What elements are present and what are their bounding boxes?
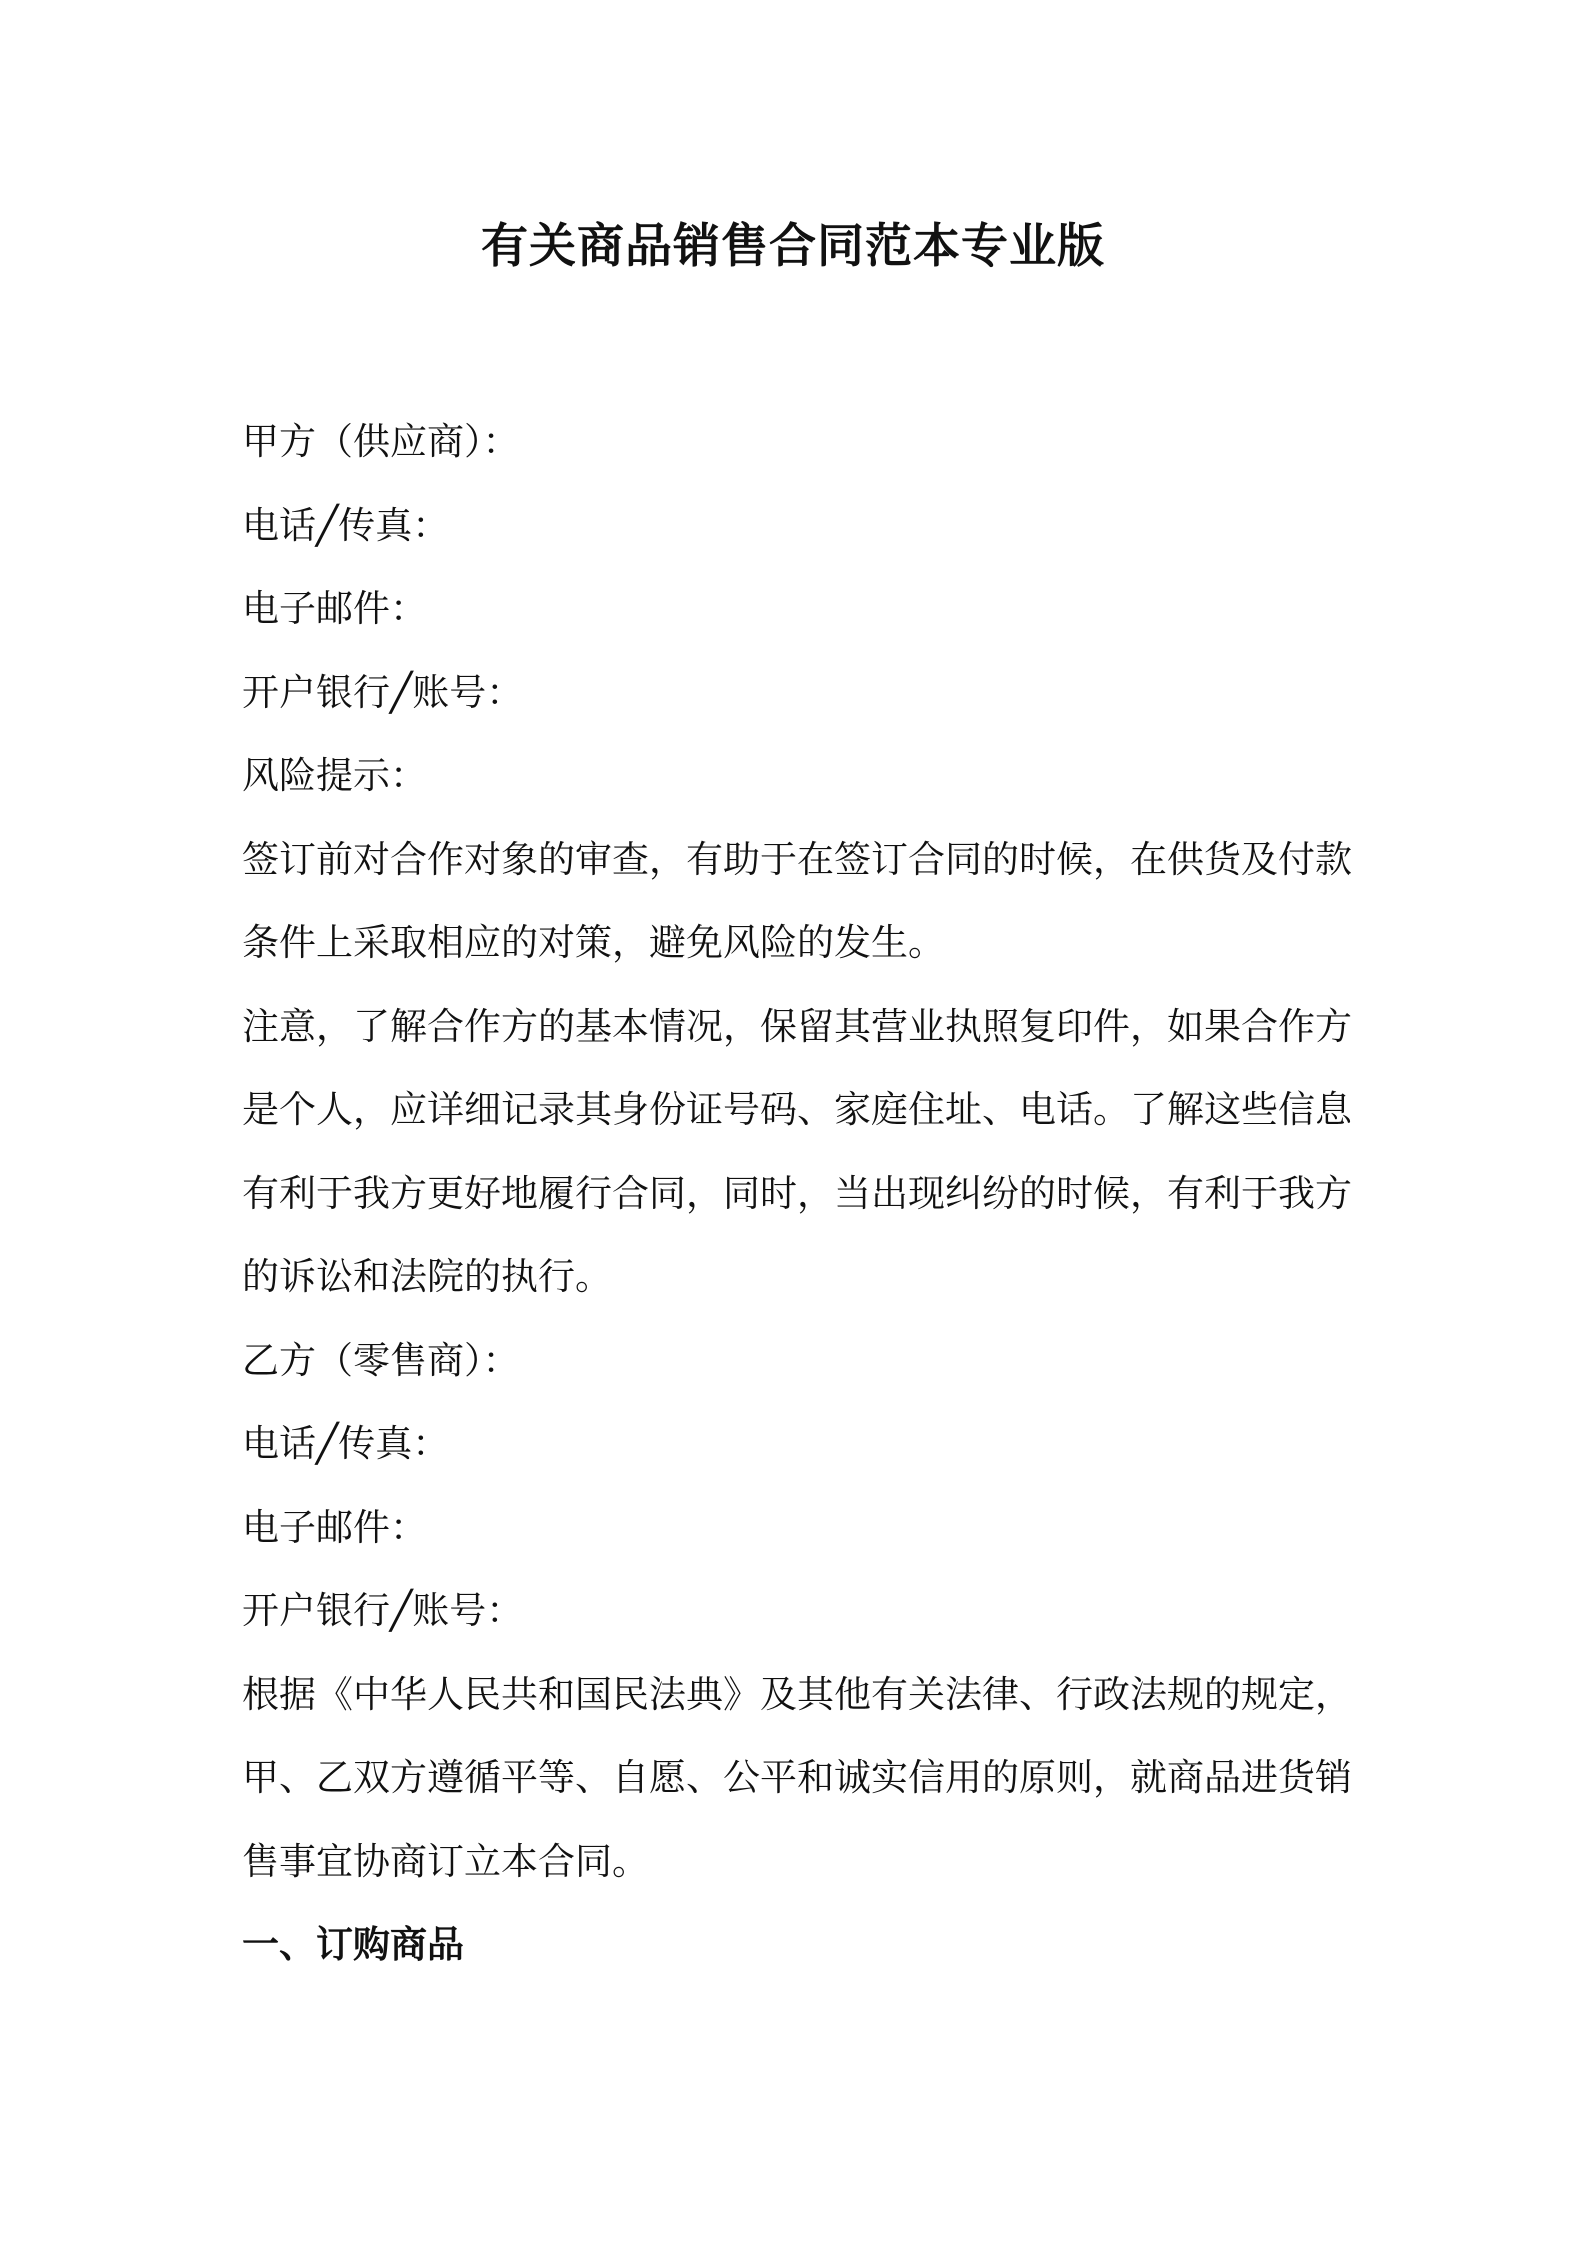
risk-notice-para2-line3: 有利于我方更好地履行合同，同时，当出现纠纷的时候，有利于我方 [242, 1171, 1352, 1215]
preamble-line1: 根据《中华人民共和国民法典》及其他有关法律、行政法规的规定， [242, 1672, 1352, 1716]
party-a-label: 甲方（供应商）： [242, 420, 520, 463]
document-body [242, 400, 1352, 1987]
risk-notice-para2-line4: 的诉讼和法院的执行。 [242, 1255, 612, 1298]
party-a-phone-fax: 电话╱传真： [242, 503, 450, 547]
party-a-bank-account: 开户银行╱账号： [242, 670, 524, 714]
party-b-bank-account: 开户银行╱账号： [242, 1589, 524, 1632]
preamble-line3: 售事宜协商订立本合同。 [242, 1839, 649, 1883]
party-b-label: 乙方（零售商）： [242, 1338, 520, 1382]
risk-notice-para1-line2: 条件上采取相应的对策，避免风险的发生。 [242, 921, 945, 964]
risk-notice-label: 风险提示： [242, 754, 427, 797]
party-b-email: 电子邮件： [242, 1505, 427, 1549]
document-title: 有关商品销售合同范本专业版 [481, 219, 1105, 274]
risk-notice-para1-line1: 签订前对合作对象的审查，有助于在签订合同的时候，在供货及付款 [242, 837, 1352, 881]
party-b-phone-fax: 电话╱传真： [242, 1422, 450, 1465]
party-a-email: 电子邮件： [242, 587, 427, 630]
risk-notice-para2-line2: 是个人，应详细记录其身份证号码、家庭住址、电话。了解这些信息 [242, 1088, 1352, 1131]
risk-notice-para2-line1: 注意，了解合作方的基本情况，保留其营业执照复印件，如果合作方 [242, 1004, 1352, 1048]
preamble-line2: 甲、乙双方遵循平等、自愿、公平和诚实信用的原则，就商品进货销 [242, 1756, 1352, 1799]
section-1-heading: 一、订购商品 [242, 1923, 464, 1966]
